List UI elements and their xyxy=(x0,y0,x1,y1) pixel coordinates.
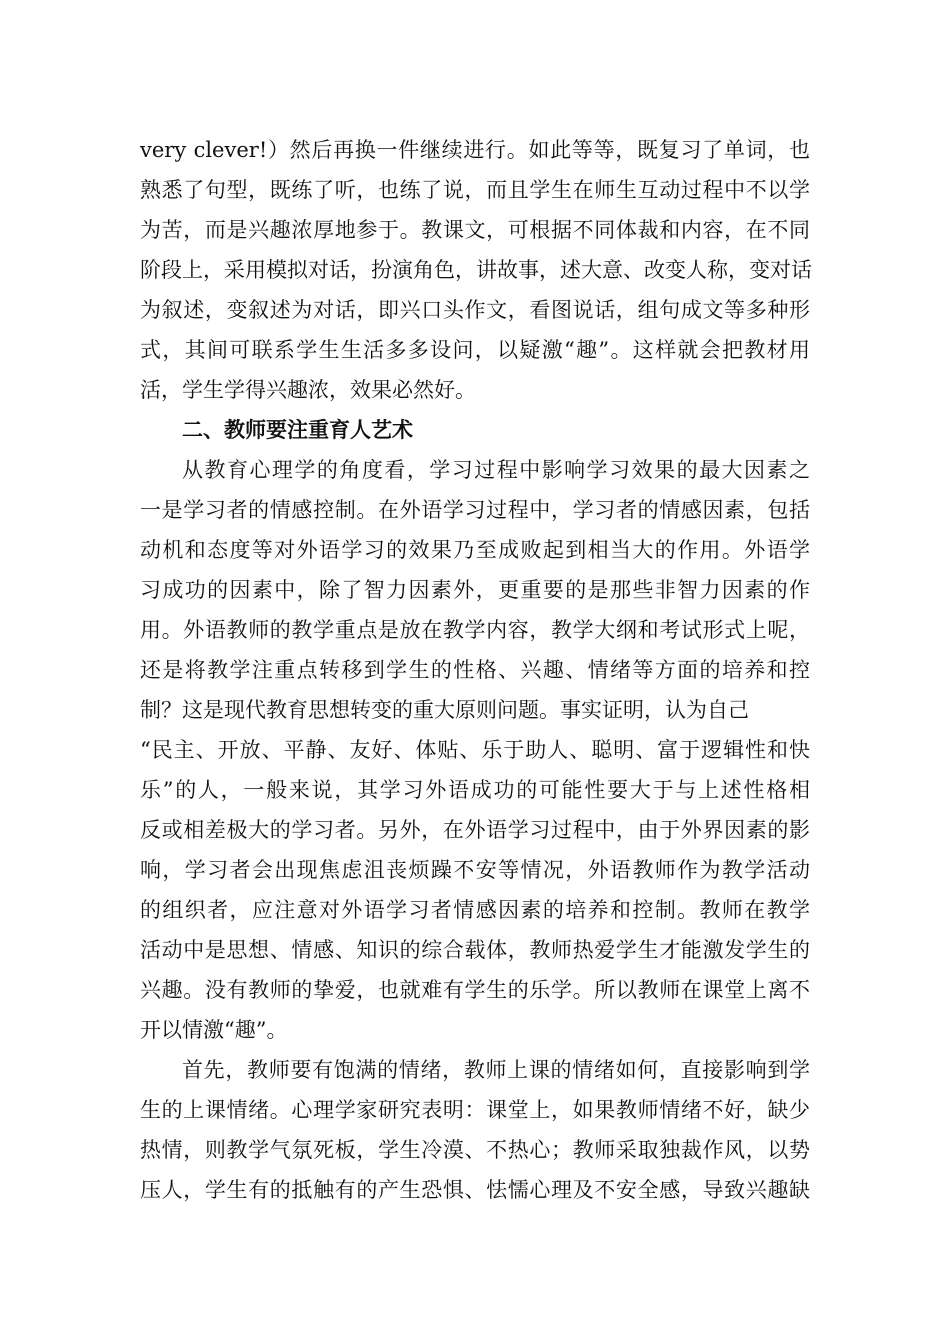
text-line: 的组织者，应注意对外语学习者情感因素的培养和控制。教师在教学 xyxy=(140,898,810,922)
text-line: 制？这是现代教育思想转变的重大原则问题。事实证明，认为自己 xyxy=(140,698,749,722)
text-line: 式，其间可联系学生生活多多设问，以疑激“趣”。这样就会把教材用 xyxy=(140,338,810,362)
text-line: 为苦，而是兴趣浓厚地参于。教课文，可根据不同体裁和内容，在不同 xyxy=(140,218,810,242)
text-line: 反或相差极大的学习者。另外，在外语学习过程中，由于外界因素的影 xyxy=(140,818,810,842)
text-line: 首先，教师要有饱满的情绪，教师上课的情绪如何，直接影响到学 xyxy=(182,1058,810,1082)
document-body xyxy=(140,130,810,1210)
text-line: 生的上课情绪。心理学家研究表明：课堂上，如果教师情绪不好，缺少 xyxy=(140,1098,810,1122)
text-line: 一是学习者的情感控制。在外语学习过程中，学习者的情感因素，包括 xyxy=(140,498,810,522)
text-line: 还是将教学注重点转移到学生的性格、兴趣、情绪等方面的培养和控 xyxy=(140,658,810,682)
text-line: “民主、开放、平静、友好、体贴、乐于助人、聪明、富于逻辑性和快 xyxy=(140,738,810,762)
text-line: 开以情激“趣”。 xyxy=(140,1018,288,1042)
text-line: 活，学生学得兴趣浓，效果必然好。 xyxy=(140,378,476,402)
text-line: 活动中是思想、情感、知识的综合载体，教师热爱学生才能激发学生的 xyxy=(140,938,810,962)
text-line: 乐”的人，一般来说，其学习外语成功的可能性要大于与上述性格相 xyxy=(140,778,810,802)
section-heading: 二、教师要注重育人艺术 xyxy=(182,417,413,442)
text-line: 为叙述，变叙述为对话，即兴口头作文，看图说话，组句成文等多种形 xyxy=(140,298,810,322)
text-line: very clever!）然后再换一件继续进行。如此等等，既复习了单词，也 xyxy=(140,138,810,162)
text-line: 热情，则教学气氛死板，学生冷漠、不热心；教师采取独裁作风，以势 xyxy=(140,1138,810,1162)
paragraph-continuation xyxy=(140,130,810,410)
text-line: 响，学习者会出现焦虑沮丧烦躁不安等情况，外语教师作为教学活动 xyxy=(140,858,810,882)
paragraph-emotion-control xyxy=(140,450,810,1050)
text-line: 动机和态度等对外语学习的效果乃至成败起到相当大的作用。外语学 xyxy=(140,538,810,562)
paragraph-teacher-mood xyxy=(140,1050,810,1210)
text-line: 熟悉了句型，既练了听，也练了说，而且学生在师生互动过程中不以学 xyxy=(140,178,810,202)
text-line: 用。外语教师的教学重点是放在教学内容，教学大纲和考试形式上呢， xyxy=(140,618,810,642)
text-line: 从教育心理学的角度看，学习过程中影响学习效果的最大因素之 xyxy=(182,458,810,482)
text-line: 阶段上，采用模拟对话，扮演角色，讲故事，述大意、改变人称，变对话 xyxy=(140,258,812,282)
text-line: 兴趣。没有教师的挚爱，也就难有学生的乐学。所以教师在课堂上离不 xyxy=(140,978,810,1002)
text-line: 压人，学生有的抵触有的产生恐惧、怯懦心理及不安全感，导致兴趣缺 xyxy=(140,1178,810,1202)
text-line: 习成功的因素中，除了智力因素外，更重要的是那些非智力因素的作 xyxy=(140,578,810,602)
